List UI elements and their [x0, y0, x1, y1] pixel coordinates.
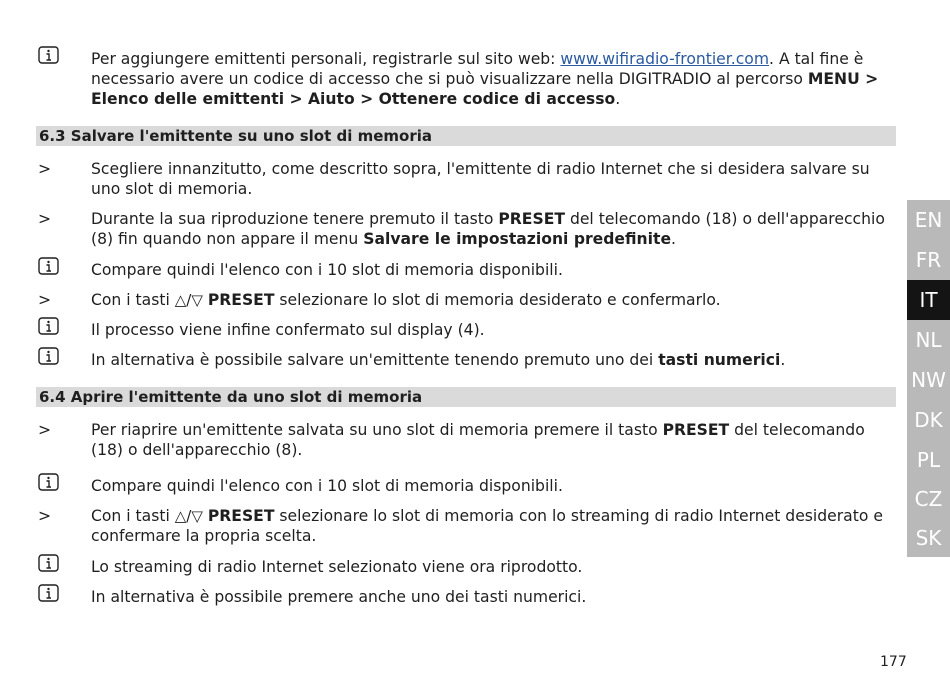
lang-tab-sk[interactable]: SK — [915, 526, 942, 550]
step-select-station: Scegliere innanzitutto, come descritto sopra, l'emittente di radio Internet che si desidera salvare su uno slot di memoria. — [91, 160, 870, 198]
up-down-arrows-icon: △/▽ — [174, 507, 203, 525]
section-heading-6-3: 6.3 Salvare l'emittente su uno slot di memoria — [36, 126, 896, 146]
page-number: 177 — [880, 654, 907, 670]
bullet-marker: > — [38, 160, 52, 178]
step-hold-preset: Durante la sua riproduzione tenere premuto il tasto PRESET del telecomando (18) o dell'apparecchio (8) fin quando non appare il menu Salvare le impostazioni predefinite. — [91, 210, 885, 248]
lang-tab-fr[interactable]: FR — [915, 248, 942, 272]
step-press-preset: Per riaprire un'emittente salvata su uno slot di memoria premere il tasto PRESET del telecomando (18) o dell'apparecchio (8). — [91, 421, 865, 459]
info-numeric-keys: In alternativa è possibile salvare un'emittente tenendo premuto uno dei tasti numerici. — [91, 351, 786, 369]
intro-note: Per aggiungere emittenti personali, registrarle sul sito web: www.wifiradio-frontier.com. A tal fine è necessario avere un codice di accesso che si può visualizzare nella DIGITRADIO al percorso MENU > Elenco delle emittenti > Aiuto > Ottenere codice di accesso. — [91, 50, 879, 108]
info-slot-list: Compare quindi l'elenco con i 10 slot di memoria disponibili. — [91, 477, 563, 495]
up-down-arrows-icon: △/▽ — [174, 291, 203, 309]
lang-tab-en[interactable]: EN — [914, 208, 943, 232]
bullet-marker: > — [38, 210, 52, 228]
info-icon — [38, 473, 59, 491]
bullet-marker: > — [38, 291, 52, 309]
info-confirmed-display: Il processo viene infine confermato sul display (4). — [91, 321, 485, 339]
info-icon — [38, 317, 59, 335]
lang-tab-dk[interactable]: DK — [914, 408, 943, 432]
info-icon — [38, 257, 59, 275]
bullet-marker: > — [38, 507, 52, 525]
bullet-marker: > — [38, 421, 52, 439]
info-stream-playing: Lo streaming di radio Internet selezionato viene ora riprodotto. — [91, 558, 583, 576]
website-link[interactable]: www.wifiradio-frontier.com — [560, 50, 770, 68]
lang-tab-nl[interactable]: NL — [915, 328, 942, 352]
lang-tab-nw[interactable]: NW — [911, 368, 946, 392]
info-alternative-numeric: In alternativa è possibile premere anche uno dei tasti numerici. — [91, 588, 587, 606]
step-select-slot: Con i tasti △/▽ PRESET selezionare lo slot di memoria desiderato e confermarlo. — [91, 291, 721, 309]
info-icon — [38, 347, 59, 365]
lang-tab-it[interactable]: IT — [907, 280, 950, 320]
info-slot-list: Compare quindi l'elenco con i 10 slot di memoria disponibili. — [91, 261, 563, 279]
menu-path: MENU > Elenco delle emittenti > Aiuto > Ottenere codice di accesso — [91, 70, 879, 108]
info-icon — [38, 46, 59, 64]
lang-tab-pl[interactable]: PL — [916, 448, 941, 472]
lang-tab-cz[interactable]: CZ — [914, 487, 943, 511]
step-select-stream: Con i tasti △/▽ PRESET selezionare lo slot di memoria con lo streaming di radio Internet desiderato e confermare la propria scelta. — [91, 507, 883, 545]
info-icon — [38, 554, 59, 572]
section-heading-6-4: 6.4 Aprire l'emittente da uno slot di memoria — [36, 387, 896, 407]
info-icon — [38, 584, 59, 602]
language-tabs — [907, 200, 950, 557]
